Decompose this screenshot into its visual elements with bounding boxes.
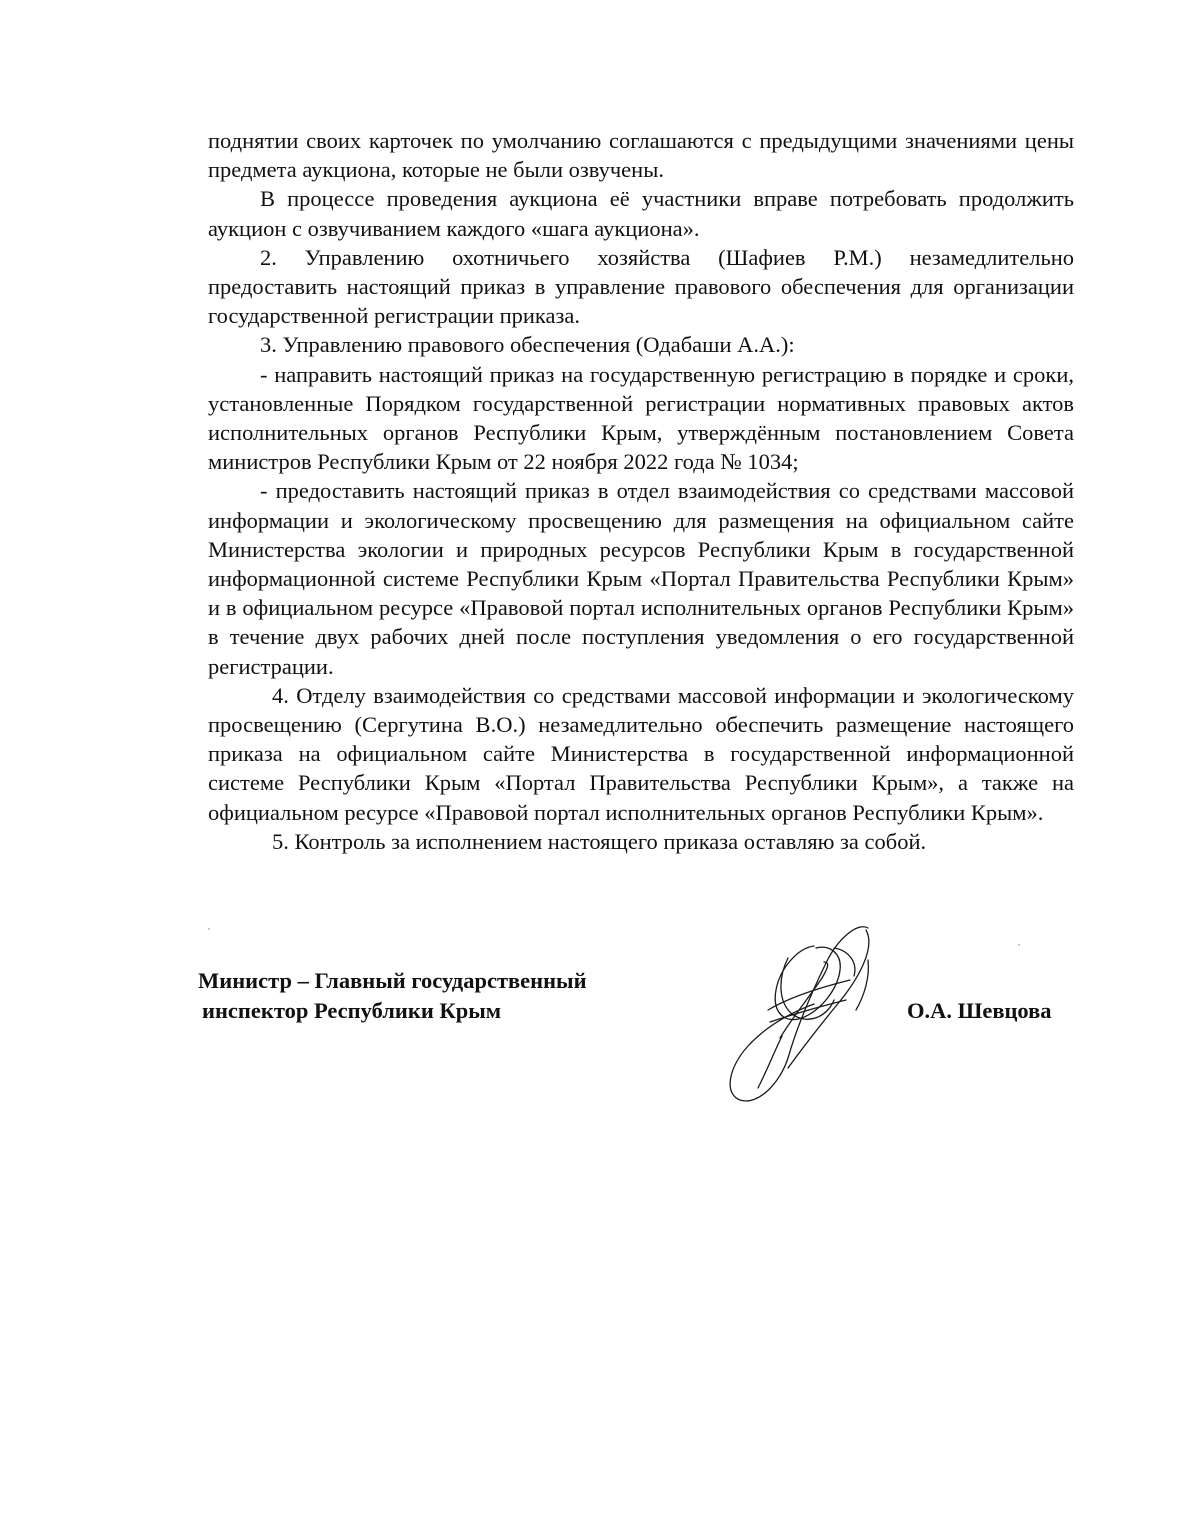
paragraph-item-5: 5. Контроль за исполнением настоящего приказа оставляю за собой.: [272, 828, 927, 854]
signatory-position-line-2: инспектор Республики Крым: [202, 997, 502, 1023]
scan-speck: [208, 928, 210, 930]
paragraph-item-3-direct: - направить настоящий приказ на государственную регистрацию в порядке и сроки, установленные Порядком государственной регистрации нормативных правовых актов исполнительных органов Республики Крым, утверждённым постановлением Совета министров Республики Крым от 22 ноября 2022 года № 1034;: [208, 361, 1074, 475]
signatory-position-line-1: Министр – Главный государственный: [198, 968, 587, 993]
signatory-position: [198, 966, 587, 1025]
paragraph-item-2: 2. Управлению охотничьего хозяйства (Шафиев Р.М.) незамедлительно предоставить настоящий приказ в управление правового обеспечения для организации государственной регистрации приказа.: [208, 244, 1074, 329]
paragraph-continuation: поднятии своих карточек по умолчанию соглашаются с предыдущими значениями цены предмета аукциона, которые не были озвучены.: [208, 128, 1074, 183]
handwritten-signature: [718, 918, 888, 1108]
paragraph-item-4: 4. Отделу взаимодействия со средствами массовой информации и экологическому просвещению (Сергутина В.О.) незамедлительно обеспечить размещение настоящего приказа на официальном сайте Министерства в государственной информационной системе Республики Крым «Портал Правительства Республики Крым», а также на официальном ресурсе «Правовой портал исполнительных органов Республики Крым».: [208, 682, 1074, 825]
scan-speck: [1018, 944, 1020, 946]
document-body: [208, 126, 1074, 856]
signer-name: О.А. Шевцова: [907, 998, 1052, 1023]
paragraph-item-3-provide: - предоставить настоящий приказ в отдел взаимодействия со средствами массовой информации и экологическому просвещению для размещения на официальном сайте Министерства экологии и природных ресурсов Республики Крым в государственной информационной системе Республики Крым «Портал Правительства Республики Крым» и в официальном ресурсе «Правовой портал исполнительных органов Республики Крым» в течение двух рабочих дней после поступления уведомления о его государственной регистрации.: [208, 478, 1074, 679]
paragraph-auction-process: В процессе проведения аукциона её участники вправе потребовать продолжить аукцион с озвучиванием каждого «шага аукциона».: [208, 186, 1074, 241]
paragraph-item-3: 3. Управлению правового обеспечения (Одабаши А.А.):: [260, 332, 795, 358]
